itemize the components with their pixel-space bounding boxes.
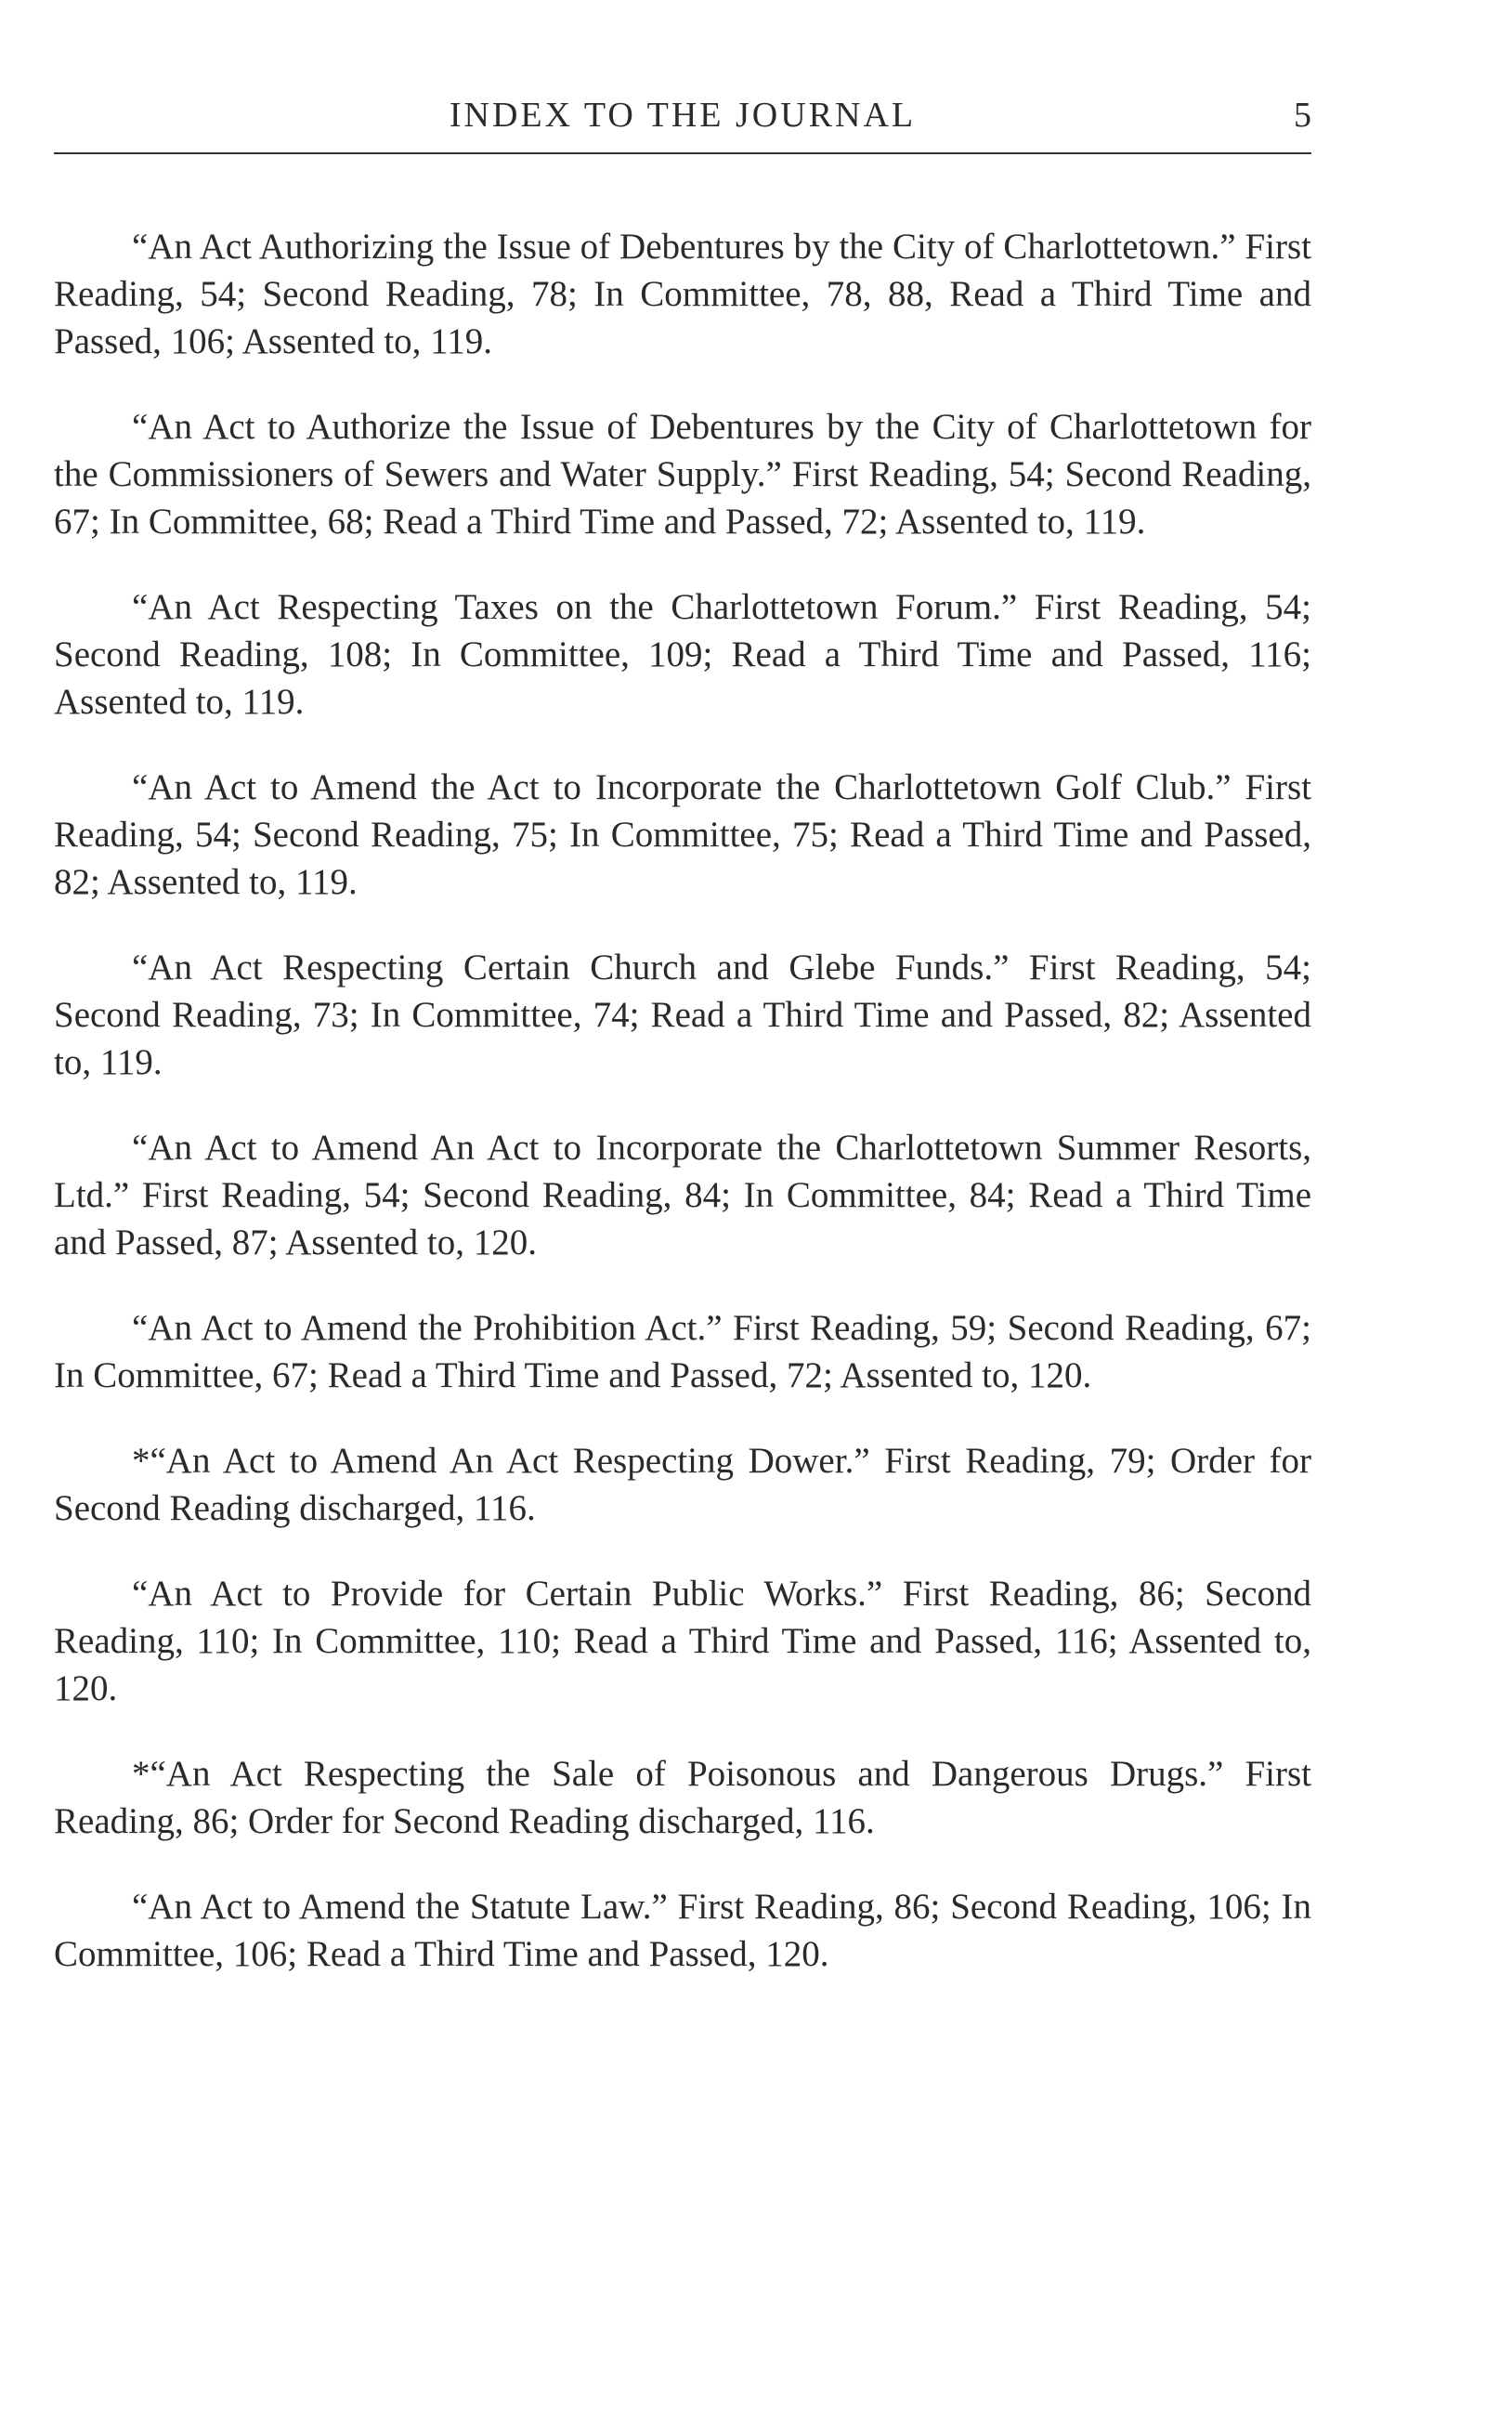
page-title: INDEX TO THE JOURNAL xyxy=(449,96,917,135)
page-number: 5 xyxy=(1294,96,1311,135)
index-entry: “An Act to Provide for Certain Public Works.” First Reading, 86; Second Reading, 110; In Committee, 110; Read a Third Time and Passed, 116; Assented to, 120. xyxy=(54,1574,1311,1708)
index-entry: *“An Act Respecting the Sale of Poisonous and Dangerous Drugs.” First Reading, 86; Order for Second Reading discharged, 116. xyxy=(54,1754,1311,1841)
index-entry: “An Act to Amend the Statute Law.” First Reading, 86; Second Reading, 106; In Committee, 106; Read a Third Time and Passed, 120. xyxy=(54,1887,1311,1974)
index-entry: “An Act to Amend the Act to Incorporate the Charlottetown Golf Club.” First Reading, 54; Second Reading, 75; In Committee, 75; Read a Third Time and Passed, 82; Assented to, 119. xyxy=(54,767,1311,902)
index-entry: “An Act to Amend An Act to Incorporate the Charlottetown Summer Resorts, Ltd.” First Reading, 54; Second Reading, 84; In Committee, 84; Read a Third Time and Passed, 87; Assented to, 120. xyxy=(54,1128,1311,1262)
index-entry: “An Act Respecting Taxes on the Charlottetown Forum.” First Reading, 54; Second Reading, 108; In Committee, 109; Read a Third Time and Passed, 116; Assented to, 119. xyxy=(54,587,1311,722)
index-entry: “An Act to Amend the Prohibition Act.” First Reading, 59; Second Reading, 67; In Committee, 67; Read a Third Time and Passed, 72; Assented to, 120. xyxy=(54,1308,1311,1395)
index-entry: “An Act to Authorize the Issue of Debentures by the City of Charlottetown for the Commissioners of Sewers and Water Supply.” First Reading, 54; Second Reading, 67; In Committee, 68; Read a Third Time and Passed, 72; Assented to, 119. xyxy=(54,407,1311,542)
index-entry: “An Act Respecting Certain Church and Glebe Funds.” First Reading, 54; Second Reading, 73; In Committee, 74; Read a Third Time and Passed, 82; Assented to, 119. xyxy=(54,948,1311,1082)
index-entries xyxy=(54,223,1311,2016)
index-entry: *“An Act to Amend An Act Respecting Dower.” First Reading, 79; Order for Second Reading discharged, 116. xyxy=(54,1441,1311,1528)
running-header xyxy=(54,91,1311,139)
index-entry: “An Act Authorizing the Issue of Debentures by the City of Charlottetown.” First Reading, 54; Second Reading, 78; In Committee, 78, 88, Read a Third Time and Passed, 106; Assented to, 119. xyxy=(54,227,1311,361)
header-rule xyxy=(54,152,1311,154)
